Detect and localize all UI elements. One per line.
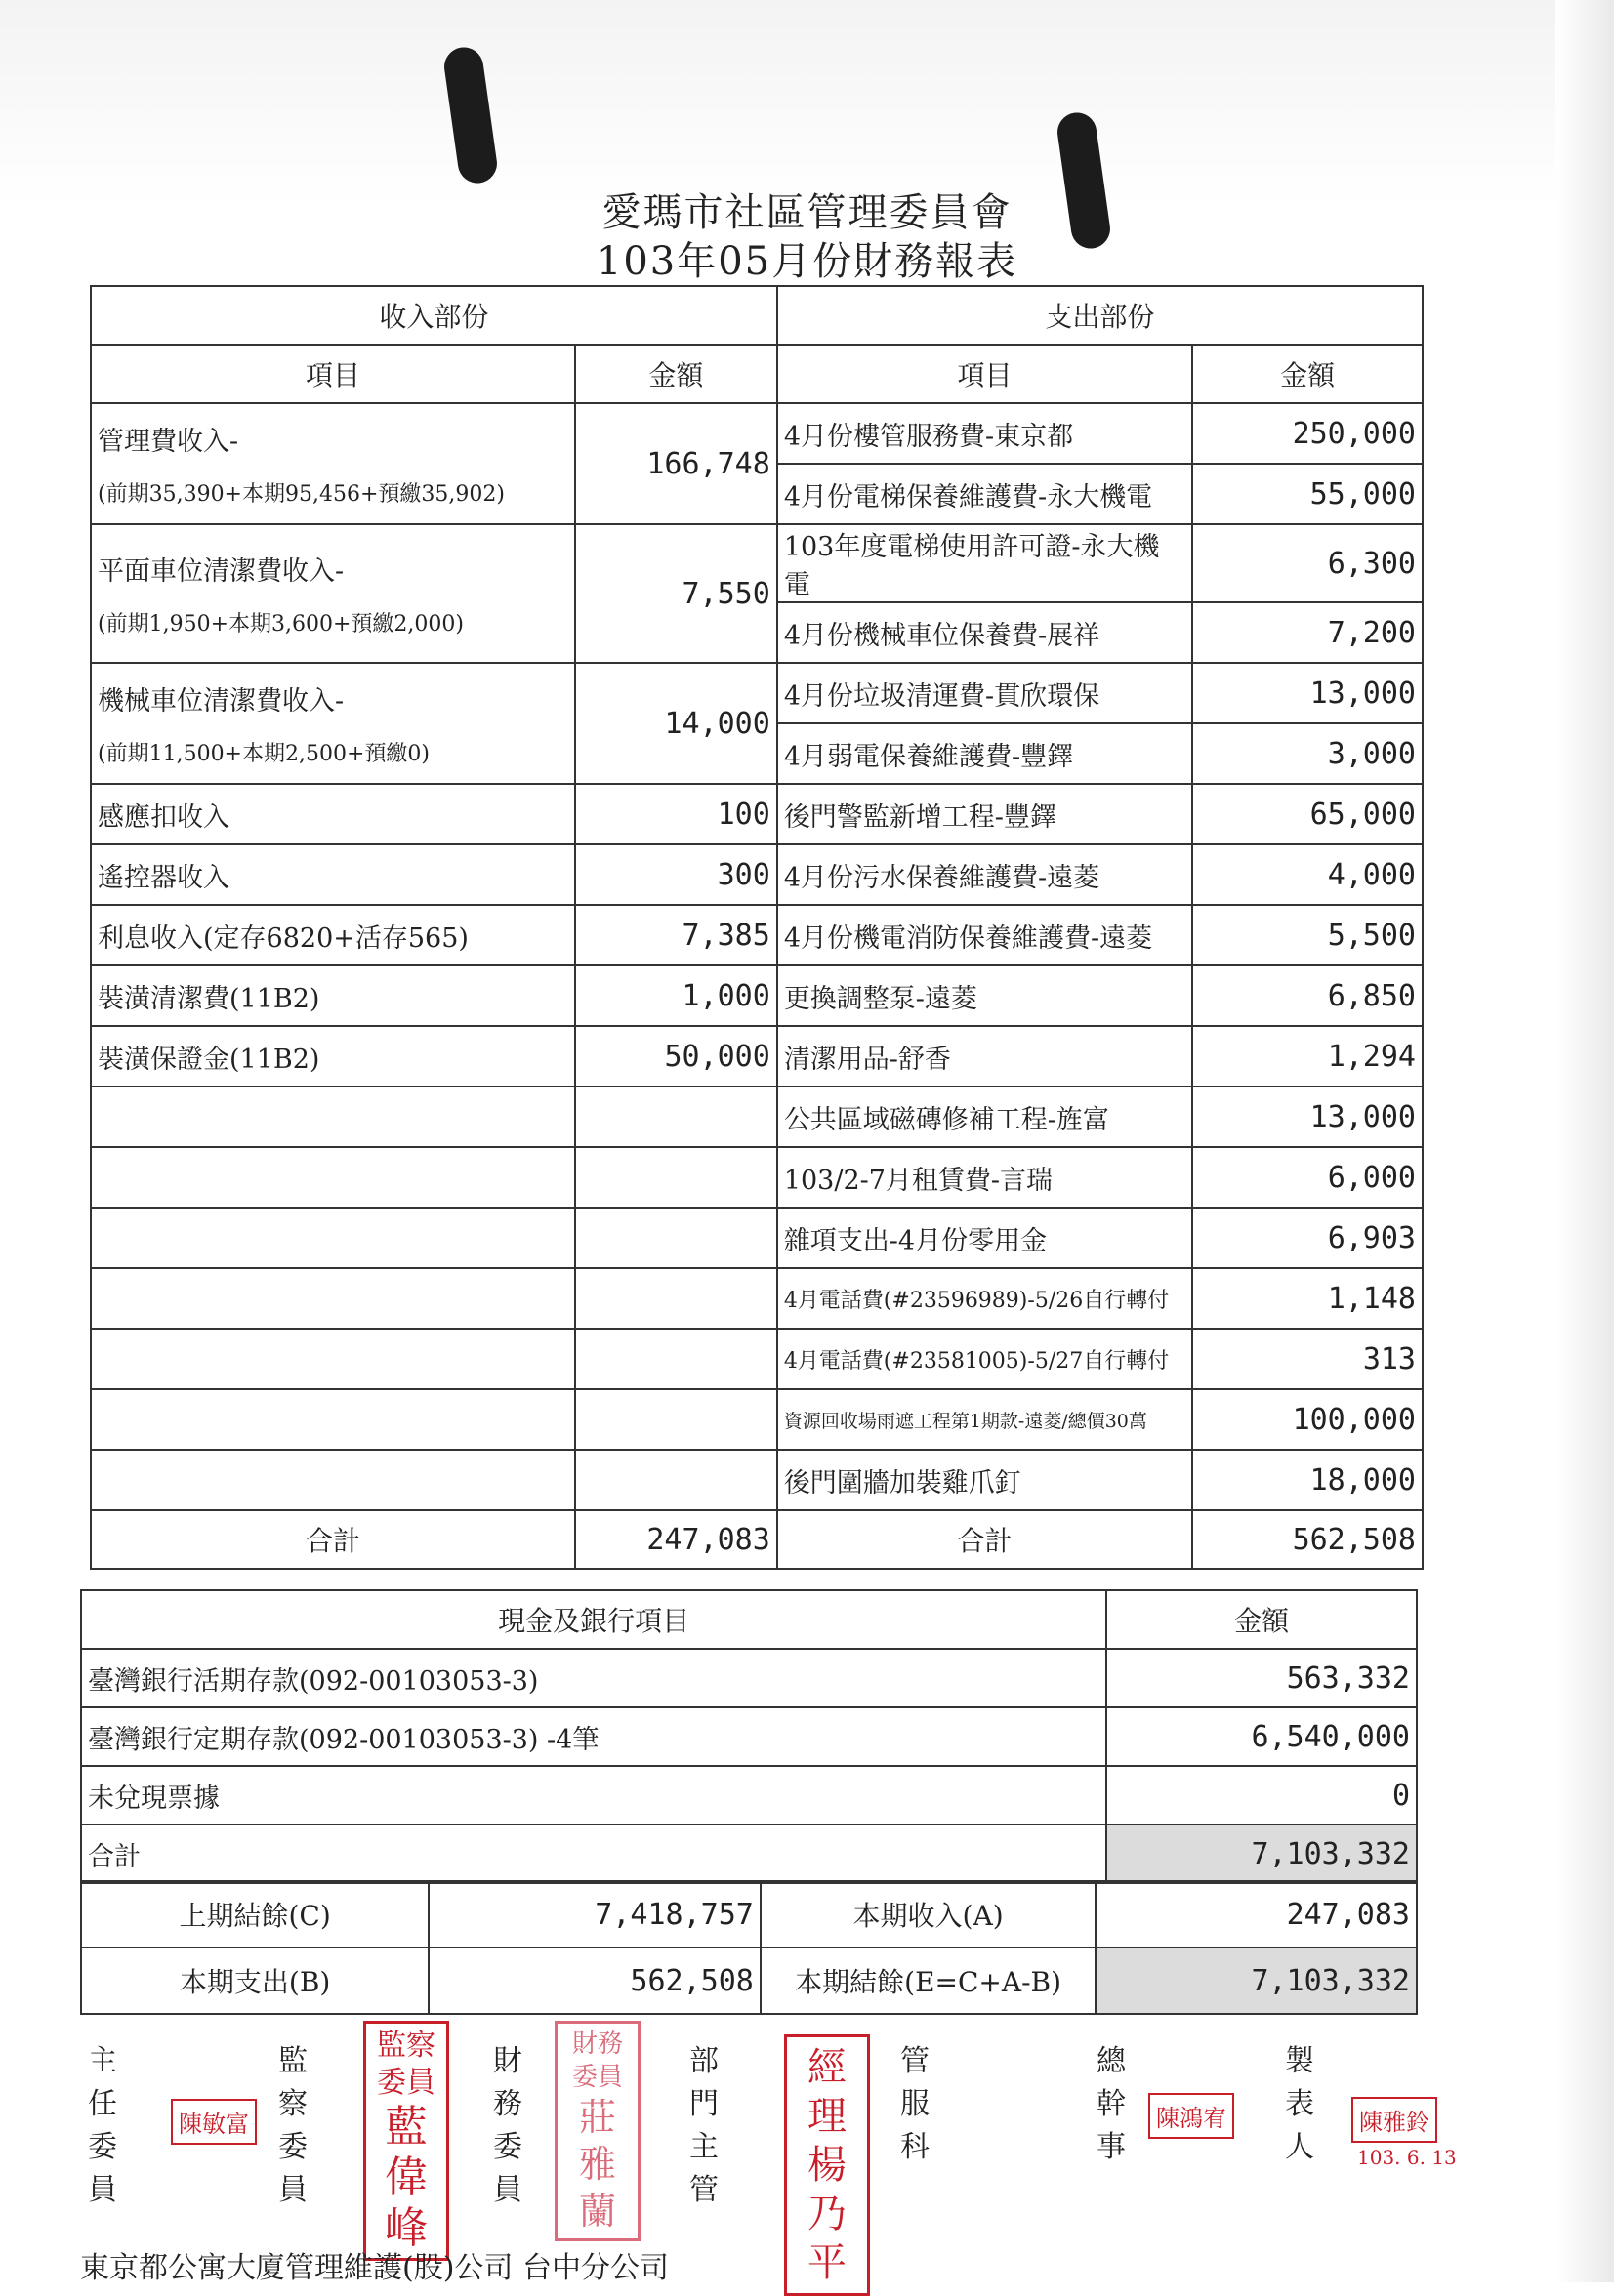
sig-finance: 財務委員 bbox=[493, 2044, 522, 2207]
cash-item: 臺灣銀行定期存款(092-00103053-3) -4筆 bbox=[81, 1707, 1106, 1766]
expense-item: 4月份機械車位保養費-展祥 bbox=[777, 602, 1192, 663]
income-amount: 300 bbox=[575, 844, 777, 905]
income-empty-cell bbox=[91, 1450, 575, 1510]
income-item bbox=[91, 844, 575, 905]
expense-amount: 6,300 bbox=[1192, 524, 1423, 602]
cash-amount: 563,332 bbox=[1106, 1649, 1417, 1707]
expense-item: 103/2-7月租賃費-言瑞 bbox=[777, 1147, 1192, 1208]
sig-chairman: 主任委員 bbox=[88, 2044, 117, 2207]
expense-amount-header: 金額 bbox=[1192, 345, 1423, 403]
company-footer: 東京都公寓大廈管理維護(股)公司 台中分公司 bbox=[80, 2251, 669, 2285]
expense-item: 4月份垃圾清運費-貫欣環保 bbox=[777, 663, 1192, 723]
income-empty-cell bbox=[91, 1268, 575, 1329]
preparer-date: 103. 6. 13 bbox=[1357, 2146, 1457, 2169]
cash-item: 未兌現票據 bbox=[81, 1766, 1106, 1824]
expense-amount: 6,000 bbox=[1192, 1147, 1423, 1208]
income-label: 本期收入(A) bbox=[761, 1881, 1097, 1948]
income-amount: 100 bbox=[575, 784, 777, 844]
income-amount: 166,748 bbox=[575, 403, 777, 524]
income-total: 247,083 bbox=[575, 1510, 777, 1569]
income-empty-cell bbox=[575, 1208, 777, 1268]
income-expense-table bbox=[90, 285, 1424, 1570]
income-empty-cell bbox=[91, 1086, 575, 1147]
income-item-label: 裝潢保證金(11B2) bbox=[98, 1044, 320, 1075]
income-item-label: 遙控器收入 bbox=[98, 862, 229, 893]
prev-balance-value: 7,418,757 bbox=[429, 1881, 761, 1948]
cash-bank-table bbox=[80, 1589, 1418, 1884]
sig-supervisor: 監察委員 bbox=[278, 2044, 308, 2207]
expense-item: 4月電話費(#23581005)-5/27自行轉付 bbox=[777, 1329, 1192, 1389]
expense-item: 後門圍牆加裝雞爪釘 bbox=[777, 1450, 1192, 1510]
income-item bbox=[91, 524, 575, 663]
expense-item: 4月份污水保養維護費-遠菱 bbox=[777, 844, 1192, 905]
expense-item: 後門警監新增工程-豐鐸 bbox=[777, 784, 1192, 844]
expense-total-label: 合計 bbox=[777, 1510, 1192, 1569]
cash-total-label: 合計 bbox=[81, 1824, 1106, 1883]
income-item bbox=[91, 965, 575, 1026]
income-amount: 7,550 bbox=[575, 524, 777, 663]
expense-item: 資源回收場雨遮工程第1期款-遠菱/總價30萬 bbox=[777, 1389, 1192, 1450]
income-item bbox=[91, 784, 575, 844]
cash-item: 臺灣銀行活期存款(092-00103053-3) bbox=[81, 1649, 1106, 1707]
income-value: 247,083 bbox=[1096, 1881, 1417, 1948]
expense-amount: 65,000 bbox=[1192, 784, 1423, 844]
stamp-manager: 經理楊乃平 bbox=[784, 2034, 870, 2296]
cash-amount-header: 金額 bbox=[1106, 1590, 1417, 1649]
income-amount: 50,000 bbox=[575, 1026, 777, 1086]
expense-item: 公共區域磁磚修補工程-旌富 bbox=[777, 1086, 1192, 1147]
income-empty-cell bbox=[575, 1147, 777, 1208]
expense-item: 4月弱電保養維護費-豐鐸 bbox=[777, 723, 1192, 784]
income-amount-header: 金額 bbox=[575, 345, 777, 403]
sig-preparer: 製表人 bbox=[1285, 2044, 1314, 2164]
stamp-finance-title: 財務委員 bbox=[571, 2030, 623, 2092]
expense-amount: 4,000 bbox=[1192, 844, 1423, 905]
income-empty-cell bbox=[91, 1329, 575, 1389]
stamp-chairman: 陳敏富 bbox=[171, 2099, 257, 2145]
expense-total: 562,508 bbox=[1192, 1510, 1423, 1569]
income-item-label: 管理費收入- bbox=[98, 427, 239, 457]
prev-balance-label: 上期結餘(C) bbox=[81, 1881, 429, 1948]
sig-general-affairs: 總幹事 bbox=[1097, 2044, 1126, 2164]
expense-value: 562,508 bbox=[429, 1948, 761, 2014]
income-item bbox=[91, 663, 575, 784]
expense-item: 4月份機電消防保養維護費-遠菱 bbox=[777, 905, 1192, 965]
paper-edge bbox=[1555, 0, 1614, 2282]
income-item-label: 平面車位清潔費收入- bbox=[98, 556, 345, 587]
expense-amount: 1,294 bbox=[1192, 1026, 1423, 1086]
income-empty-cell bbox=[91, 1208, 575, 1268]
stamp-supervisor-name: 藍偉峰 bbox=[385, 2102, 428, 2253]
income-item bbox=[91, 905, 575, 965]
income-empty-cell bbox=[575, 1389, 777, 1450]
stamp-general-affairs: 陳鴻宥 bbox=[1148, 2093, 1234, 2139]
income-amount: 14,000 bbox=[575, 663, 777, 784]
expense-amount: 13,000 bbox=[1192, 1086, 1423, 1147]
income-item bbox=[91, 403, 575, 524]
balance-summary-table bbox=[80, 1880, 1418, 2015]
expense-item: 雜項支出-4月份零用金 bbox=[777, 1208, 1192, 1268]
expense-item-header: 項目 bbox=[777, 345, 1192, 403]
cash-amount: 0 bbox=[1106, 1766, 1417, 1824]
end-balance-value: 7,103,332 bbox=[1096, 1948, 1417, 2014]
expense-amount: 18,000 bbox=[1192, 1450, 1423, 1510]
expense-item: 4月份電梯保養維護費-永大機電 bbox=[777, 464, 1192, 524]
income-section-header: 收入部份 bbox=[91, 286, 777, 345]
income-empty-cell bbox=[575, 1086, 777, 1147]
expense-label: 本期支出(B) bbox=[81, 1948, 429, 2014]
stamp-finance bbox=[555, 2021, 641, 2241]
income-item-header: 項目 bbox=[91, 345, 575, 403]
expense-amount: 13,000 bbox=[1192, 663, 1423, 723]
income-amount: 1,000 bbox=[575, 965, 777, 1026]
sig-dept-head: 部門主管 bbox=[689, 2044, 719, 2207]
income-empty-cell bbox=[575, 1268, 777, 1329]
income-item-detail: (前期35,390+本期95,456+預繳35,902) bbox=[98, 482, 505, 507]
income-total-label: 合計 bbox=[91, 1510, 575, 1569]
income-item-detail: (前期11,500+本期2,500+預繳0) bbox=[98, 742, 430, 766]
income-item-label: 感應扣收入 bbox=[98, 801, 229, 833]
end-balance-label: 本期結餘(E=C+A-B) bbox=[761, 1948, 1097, 2014]
income-amount: 7,385 bbox=[575, 905, 777, 965]
expense-amount: 55,000 bbox=[1192, 464, 1423, 524]
org-title: 愛瑪市社區管理委員會 bbox=[601, 190, 1013, 235]
expense-amount: 313 bbox=[1192, 1329, 1423, 1389]
stamp-preparer: 陳雅鈴 bbox=[1351, 2097, 1437, 2143]
sig-admin: 管服科 bbox=[900, 2044, 930, 2164]
income-item-label: 裝潢清潔費(11B2) bbox=[98, 983, 320, 1014]
cash-header: 現金及銀行項目 bbox=[81, 1590, 1106, 1649]
expense-amount: 6,903 bbox=[1192, 1208, 1423, 1268]
income-item bbox=[91, 1026, 575, 1086]
stamp-supervisor-title: 監察委員 bbox=[377, 2029, 435, 2100]
cash-amount: 6,540,000 bbox=[1106, 1707, 1417, 1766]
expense-item: 103年度電梯使用許可證-永大機電 bbox=[777, 524, 1192, 602]
cash-total: 7,103,332 bbox=[1106, 1824, 1417, 1883]
expense-item: 更換調整泵-遠菱 bbox=[777, 965, 1192, 1026]
expense-amount: 5,500 bbox=[1192, 905, 1423, 965]
expense-amount: 6,850 bbox=[1192, 965, 1423, 1026]
expense-amount: 3,000 bbox=[1192, 723, 1423, 784]
expense-amount: 7,200 bbox=[1192, 602, 1423, 663]
income-item-label: 利息收入(定存6820+活存565) bbox=[98, 922, 469, 954]
income-item-label: 機械車位清潔費收入- bbox=[98, 686, 345, 717]
stamp-supervisor bbox=[363, 2021, 449, 2261]
expense-amount: 1,148 bbox=[1192, 1268, 1423, 1329]
income-item-detail: (前期1,950+本期3,600+預繳2,000) bbox=[98, 612, 464, 636]
report-title: 103年05月份財務報表 bbox=[596, 239, 1018, 284]
expense-item: 4月電話費(#23596989)-5/26自行轉付 bbox=[777, 1268, 1192, 1329]
income-empty-cell bbox=[575, 1329, 777, 1389]
expense-section-header: 支出部份 bbox=[777, 286, 1423, 345]
income-empty-cell bbox=[91, 1389, 575, 1450]
income-empty-cell bbox=[575, 1450, 777, 1510]
expense-item: 清潔用品-舒香 bbox=[777, 1026, 1192, 1086]
expense-amount: 250,000 bbox=[1192, 403, 1423, 464]
stamp-finance-name: 莊雅蘭 bbox=[578, 2096, 616, 2233]
expense-amount: 100,000 bbox=[1192, 1389, 1423, 1450]
expense-item: 4月份樓管服務費-東京都 bbox=[777, 403, 1192, 464]
income-empty-cell bbox=[91, 1147, 575, 1208]
